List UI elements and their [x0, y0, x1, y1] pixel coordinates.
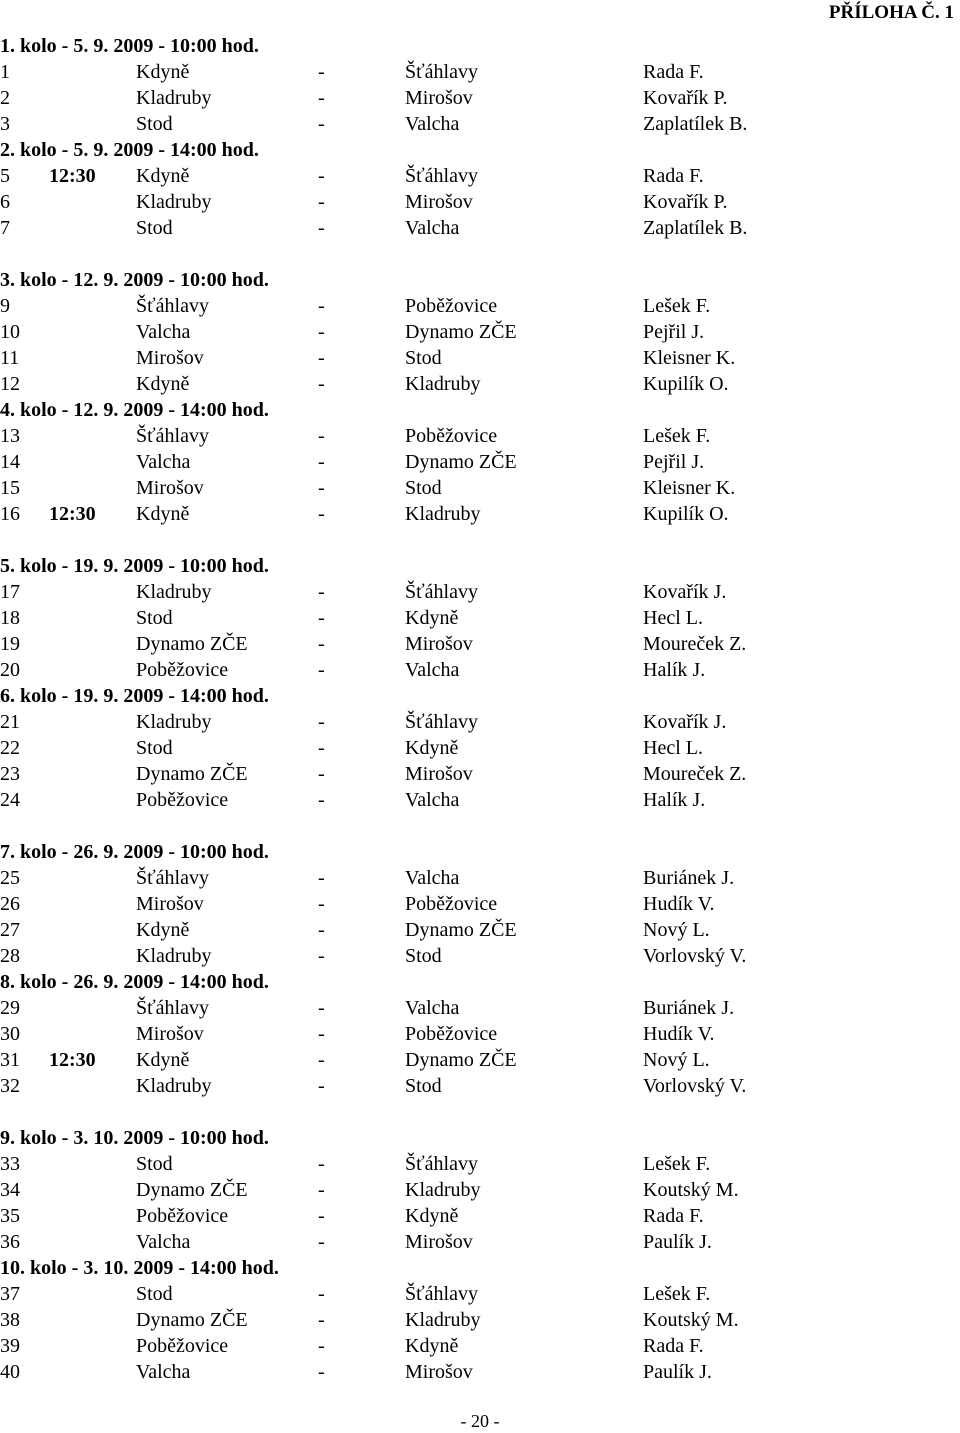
match-number: 23 — [0, 763, 20, 785]
referee-name: Buriánek J. — [643, 867, 735, 889]
round-header: 4. kolo - 12. 9. 2009 - 14:00 hod. — [0, 399, 269, 421]
match-row — [0, 891, 960, 917]
match-number: 38 — [0, 1309, 20, 1331]
away-team: Mirošov — [405, 87, 473, 109]
match-row — [0, 605, 960, 631]
referee-name: Vorlovský V. — [643, 945, 747, 967]
referee-name: Lešek F. — [643, 295, 711, 317]
away-team: Kladruby — [405, 1179, 481, 1201]
away-team: Valcha — [405, 997, 460, 1019]
match-row — [0, 423, 960, 449]
match-row — [0, 449, 960, 475]
home-team: Mirošov — [136, 477, 204, 499]
referee-name: Nový L. — [643, 1049, 710, 1071]
away-team: Valcha — [405, 113, 460, 135]
match-number: 25 — [0, 867, 20, 889]
match-number: 30 — [0, 1023, 20, 1045]
match-separator: - — [318, 295, 325, 317]
home-team: Šťáhlavy — [136, 997, 209, 1019]
match-row — [0, 1073, 960, 1099]
away-team: Dynamo ZČE — [405, 321, 517, 343]
match-number: 9 — [0, 295, 10, 317]
match-number: 37 — [0, 1283, 20, 1305]
referee-name: Kovařík J. — [643, 581, 727, 603]
match-row — [0, 501, 960, 527]
home-team: Kdyně — [136, 165, 190, 187]
match-number: 39 — [0, 1335, 20, 1357]
away-team: Dynamo ZČE — [405, 919, 517, 941]
referee-name: Moureček Z. — [643, 763, 747, 785]
match-separator: - — [318, 633, 325, 655]
match-row — [0, 1177, 960, 1203]
away-team: Valcha — [405, 867, 460, 889]
match-separator: - — [318, 997, 325, 1019]
away-team: Kdyně — [405, 1205, 459, 1227]
away-team: Poběžovice — [405, 295, 498, 317]
match-number: 10 — [0, 321, 20, 343]
away-team: Kdyně — [405, 1335, 459, 1357]
home-team: Dynamo ZČE — [136, 763, 248, 785]
home-team: Poběžovice — [136, 659, 229, 681]
match-row — [0, 59, 960, 85]
match-time: 12:30 — [49, 503, 96, 525]
section-gap — [0, 813, 960, 839]
home-team: Stod — [136, 737, 173, 759]
referee-name: Pejřil J. — [643, 451, 705, 473]
referee-name: Lešek F. — [643, 425, 711, 447]
match-row — [0, 995, 960, 1021]
referee-name: Hudík V. — [643, 893, 715, 915]
referee-name: Kupilík O. — [643, 373, 729, 395]
match-row — [0, 1307, 960, 1333]
match-schedule — [0, 33, 960, 1385]
match-number: 35 — [0, 1205, 20, 1227]
round-header: 6. kolo - 19. 9. 2009 - 14:00 hod. — [0, 685, 269, 707]
match-separator: - — [318, 893, 325, 915]
match-row — [0, 293, 960, 319]
referee-name: Kleisner K. — [643, 347, 736, 369]
referee-name: Rada F. — [643, 165, 704, 187]
match-separator: - — [318, 711, 325, 733]
match-separator: - — [318, 425, 325, 447]
home-team: Šťáhlavy — [136, 425, 209, 447]
home-team: Kdyně — [136, 1049, 190, 1071]
match-number: 6 — [0, 191, 10, 213]
home-team: Šťáhlavy — [136, 867, 209, 889]
home-team: Kdyně — [136, 373, 190, 395]
away-team: Stod — [405, 1075, 442, 1097]
match-row — [0, 215, 960, 241]
home-team: Šťáhlavy — [136, 295, 209, 317]
match-number: 13 — [0, 425, 20, 447]
round-header: 2. kolo - 5. 9. 2009 - 14:00 hod. — [0, 139, 259, 161]
match-row — [0, 85, 960, 111]
match-number: 27 — [0, 919, 20, 941]
home-team: Dynamo ZČE — [136, 1179, 248, 1201]
match-row — [0, 163, 960, 189]
away-team: Kladruby — [405, 1309, 481, 1331]
match-row — [0, 1151, 960, 1177]
match-row — [0, 579, 960, 605]
home-team: Kdyně — [136, 503, 190, 525]
referee-name: Koutský M. — [643, 1309, 739, 1331]
match-row — [0, 345, 960, 371]
home-team: Mirošov — [136, 1023, 204, 1045]
referee-name: Hecl L. — [643, 737, 703, 759]
away-team: Stod — [405, 347, 442, 369]
home-team: Kladruby — [136, 945, 212, 967]
round-header: 10. kolo - 3. 10. 2009 - 14:00 hod. — [0, 1257, 279, 1279]
match-row — [0, 709, 960, 735]
match-separator: - — [318, 87, 325, 109]
match-separator: - — [318, 191, 325, 213]
home-team: Poběžovice — [136, 789, 229, 811]
round-header: 7. kolo - 26. 9. 2009 - 10:00 hod. — [0, 841, 269, 863]
referee-name: Koutský M. — [643, 1179, 739, 1201]
match-separator: - — [318, 217, 325, 239]
referee-name: Zaplatílek B. — [643, 113, 748, 135]
match-row — [0, 475, 960, 501]
match-separator: - — [318, 1153, 325, 1175]
referee-name: Pejřil J. — [643, 321, 705, 343]
away-team: Kdyně — [405, 737, 459, 759]
match-number: 29 — [0, 997, 20, 1019]
away-team: Šťáhlavy — [405, 61, 478, 83]
match-row — [0, 917, 960, 943]
match-separator: - — [318, 477, 325, 499]
match-separator: - — [318, 659, 325, 681]
match-number: 3 — [0, 113, 10, 135]
away-team: Valcha — [405, 789, 460, 811]
match-separator: - — [318, 1309, 325, 1331]
match-number: 7 — [0, 217, 10, 239]
match-number: 11 — [0, 347, 20, 369]
match-row — [0, 787, 960, 813]
match-separator: - — [318, 607, 325, 629]
match-separator: - — [318, 373, 325, 395]
match-separator: - — [318, 919, 325, 941]
match-separator: - — [318, 763, 325, 785]
match-number: 36 — [0, 1231, 20, 1253]
referee-name: Rada F. — [643, 61, 704, 83]
away-team: Šťáhlavy — [405, 1283, 478, 1305]
away-team: Mirošov — [405, 1231, 473, 1253]
match-number: 21 — [0, 711, 20, 733]
referee-name: Nový L. — [643, 919, 710, 941]
match-row — [0, 189, 960, 215]
match-row — [0, 1021, 960, 1047]
home-team: Kdyně — [136, 61, 190, 83]
match-separator: - — [318, 1361, 325, 1383]
match-separator: - — [318, 1231, 325, 1253]
referee-name: Kovařík P. — [643, 87, 728, 109]
referee-name: Rada F. — [643, 1205, 704, 1227]
match-separator: - — [318, 451, 325, 473]
match-separator: - — [318, 789, 325, 811]
away-team: Poběžovice — [405, 425, 498, 447]
match-row — [0, 111, 960, 137]
referee-name: Lešek F. — [643, 1283, 711, 1305]
match-separator: - — [318, 737, 325, 759]
match-separator: - — [318, 581, 325, 603]
match-number: 32 — [0, 1075, 20, 1097]
match-separator: - — [318, 945, 325, 967]
home-team: Kladruby — [136, 1075, 212, 1097]
section-gap — [0, 241, 960, 267]
home-team: Stod — [136, 1283, 173, 1305]
referee-name: Paulík J. — [643, 1361, 712, 1383]
match-number: 14 — [0, 451, 20, 473]
home-team: Poběžovice — [136, 1335, 229, 1357]
away-team: Kladruby — [405, 503, 481, 525]
referee-name: Paulík J. — [643, 1231, 712, 1253]
match-number: 40 — [0, 1361, 20, 1383]
away-team: Kladruby — [405, 373, 481, 395]
match-number: 18 — [0, 607, 20, 629]
home-team: Kladruby — [136, 581, 212, 603]
home-team: Mirošov — [136, 893, 204, 915]
match-row — [0, 631, 960, 657]
section-gap — [0, 527, 960, 553]
match-row — [0, 735, 960, 761]
referee-name: Halík J. — [643, 789, 706, 811]
away-team: Dynamo ZČE — [405, 1049, 517, 1071]
match-separator: - — [318, 113, 325, 135]
home-team: Valcha — [136, 321, 191, 343]
match-time: 12:30 — [49, 1049, 96, 1071]
referee-name: Zaplatílek B. — [643, 217, 748, 239]
home-team: Kladruby — [136, 711, 212, 733]
match-number: 31 — [0, 1049, 20, 1071]
match-number: 2 — [0, 87, 10, 109]
match-number: 12 — [0, 373, 20, 395]
away-team: Stod — [405, 945, 442, 967]
match-row — [0, 1047, 960, 1073]
page-label: PŘÍLOHA Č. 1 — [828, 2, 954, 23]
round-header: 3. kolo - 12. 9. 2009 - 10:00 hod. — [0, 269, 269, 291]
referee-name: Vorlovský V. — [643, 1075, 747, 1097]
referee-name: Halík J. — [643, 659, 706, 681]
match-separator: - — [318, 1205, 325, 1227]
match-row — [0, 1359, 960, 1385]
referee-name: Rada F. — [643, 1335, 704, 1357]
match-separator: - — [318, 1023, 325, 1045]
away-team: Mirošov — [405, 763, 473, 785]
away-team: Kdyně — [405, 607, 459, 629]
away-team: Šťáhlavy — [405, 165, 478, 187]
referee-name: Kupilík O. — [643, 503, 729, 525]
referee-name: Kovařík P. — [643, 191, 728, 213]
match-number: 1 — [0, 61, 10, 83]
match-number: 26 — [0, 893, 20, 915]
match-row — [0, 1229, 960, 1255]
home-team: Stod — [136, 607, 173, 629]
match-separator: - — [318, 347, 325, 369]
match-separator: - — [318, 1283, 325, 1305]
match-number: 17 — [0, 581, 20, 603]
home-team: Kladruby — [136, 191, 212, 213]
match-number: 19 — [0, 633, 20, 655]
home-team: Dynamo ZČE — [136, 633, 248, 655]
match-number: 20 — [0, 659, 20, 681]
page-number: - 20 - — [460, 1411, 500, 1431]
away-team: Mirošov — [405, 633, 473, 655]
match-number: 22 — [0, 737, 20, 759]
round-header: 8. kolo - 26. 9. 2009 - 14:00 hod. — [0, 971, 269, 993]
match-separator: - — [318, 503, 325, 525]
match-separator: - — [318, 321, 325, 343]
home-team: Stod — [136, 113, 173, 135]
away-team: Dynamo ZČE — [405, 451, 517, 473]
match-number: 5 — [0, 165, 10, 187]
home-team: Kdyně — [136, 919, 190, 941]
match-separator: - — [318, 1075, 325, 1097]
away-team: Poběžovice — [405, 893, 498, 915]
match-separator: - — [318, 1335, 325, 1357]
referee-name: Hecl L. — [643, 607, 703, 629]
match-separator: - — [318, 165, 325, 187]
match-number: 24 — [0, 789, 20, 811]
match-row — [0, 657, 960, 683]
referee-name: Kovařík J. — [643, 711, 727, 733]
away-team: Mirošov — [405, 1361, 473, 1383]
away-team: Šťáhlavy — [405, 711, 478, 733]
match-number: 15 — [0, 477, 20, 499]
referee-name: Lešek F. — [643, 1153, 711, 1175]
section-gap — [0, 1099, 960, 1125]
match-row — [0, 1333, 960, 1359]
match-time: 12:30 — [49, 165, 96, 187]
match-separator: - — [318, 1179, 325, 1201]
away-team: Valcha — [405, 659, 460, 681]
match-number: 34 — [0, 1179, 20, 1201]
away-team: Stod — [405, 477, 442, 499]
referee-name: Hudík V. — [643, 1023, 715, 1045]
match-separator: - — [318, 61, 325, 83]
round-header: 5. kolo - 19. 9. 2009 - 10:00 hod. — [0, 555, 269, 577]
home-team: Dynamo ZČE — [136, 1309, 248, 1331]
away-team: Šťáhlavy — [405, 581, 478, 603]
match-separator: - — [318, 867, 325, 889]
home-team: Stod — [136, 217, 173, 239]
match-row — [0, 865, 960, 891]
home-team: Kladruby — [136, 87, 212, 109]
away-team: Mirošov — [405, 191, 473, 213]
home-team: Valcha — [136, 1231, 191, 1253]
round-header: 9. kolo - 3. 10. 2009 - 10:00 hod. — [0, 1127, 269, 1149]
match-row — [0, 1281, 960, 1307]
home-team: Valcha — [136, 1361, 191, 1383]
away-team: Poběžovice — [405, 1023, 498, 1045]
match-row — [0, 943, 960, 969]
referee-name: Kleisner K. — [643, 477, 736, 499]
match-number: 16 — [0, 503, 20, 525]
home-team: Stod — [136, 1153, 173, 1175]
match-row — [0, 371, 960, 397]
away-team: Valcha — [405, 217, 460, 239]
match-row — [0, 319, 960, 345]
match-row — [0, 761, 960, 787]
home-team: Valcha — [136, 451, 191, 473]
match-separator: - — [318, 1049, 325, 1071]
match-row — [0, 1203, 960, 1229]
match-number: 33 — [0, 1153, 20, 1175]
referee-name: Moureček Z. — [643, 633, 747, 655]
round-header: 1. kolo - 5. 9. 2009 - 10:00 hod. — [0, 35, 259, 57]
home-team: Mirošov — [136, 347, 204, 369]
referee-name: Buriánek J. — [643, 997, 735, 1019]
match-number: 28 — [0, 945, 20, 967]
away-team: Šťáhlavy — [405, 1153, 478, 1175]
home-team: Poběžovice — [136, 1205, 229, 1227]
